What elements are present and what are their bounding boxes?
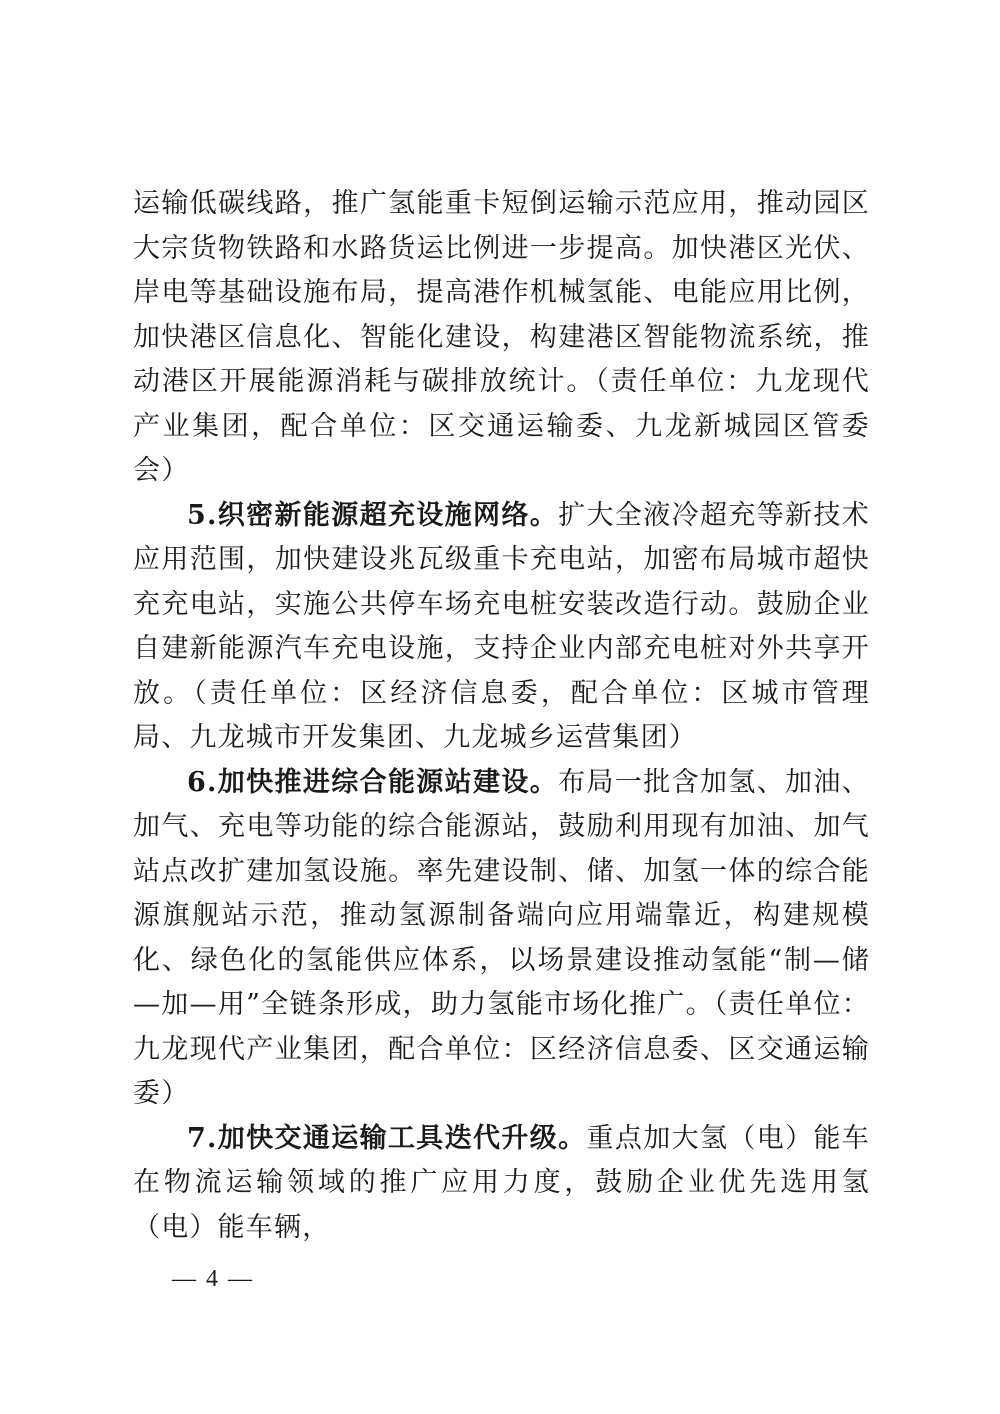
paragraph-item-7 (133, 1117, 870, 1251)
document-body (133, 182, 870, 1250)
paragraph-continuation (133, 182, 870, 494)
paragraph-heading: 6.加快推进综合能源站建设。 (187, 766, 559, 798)
paragraph-heading: 5.织密新能源超充设施网络。 (187, 499, 559, 531)
paragraph-item-5 (133, 494, 870, 761)
paragraph-text: 布局一批含加氢、加油、加气、充电等功能的综合能源站，鼓励利用现有加油、加气站点改扩建加氢设施。率先建设制、储、加氢一体的综合能源旗舰站示范，推动氢源制备端向应用端靠近，构建规模化、绿色化的氢能供应体系，以场景建设推动氢能“制—储—加—用”全链条形成，助力氢能市场化推广。（责任单位：九龙现代产业集团，配合单位：区经济信息委、区交通运输委） (133, 766, 870, 1109)
page-number: — 4 — (172, 1266, 254, 1292)
paragraph-text: 重点加大氢（电）能车在物流运输领域的推广应用力度，鼓励企业优先选用氢（电）能车辆， (133, 1122, 871, 1243)
paragraph-heading: 7.加快交通运输工具迭代升级。 (187, 1122, 587, 1154)
paragraph-text: 运输低碳线路，推广氢能重卡短倒运输示范应用，推动园区大宗货物铁路和水路货运比例进一步提高。加快港区光伏、岸电等基础设施布局，提高港作机械氢能、电能应用比例，加快港区信息化、智能化建设，构建港区智能物流系统，推动港区开展能源消耗与碳排放统计。（责任单位：九龙现代产业集团，配合单位：区交通运输委、九龙新城园区管委会） (133, 188, 870, 486)
paragraph-text: 扩大全液冷超充等新技术应用范围，加快建设兆瓦级重卡充电站，加密布局城市超快充充电站，实施公共停车场充电桩安装改造行动。鼓励企业自建新能源汽车充电设施，支持企业内部充电桩对外共享开放。（责任单位：区经济信息委，配合单位：区城市管理局、九龙城市开发集团、九龙城乡运营集团） (133, 499, 870, 753)
paragraph-item-6 (133, 761, 870, 1117)
